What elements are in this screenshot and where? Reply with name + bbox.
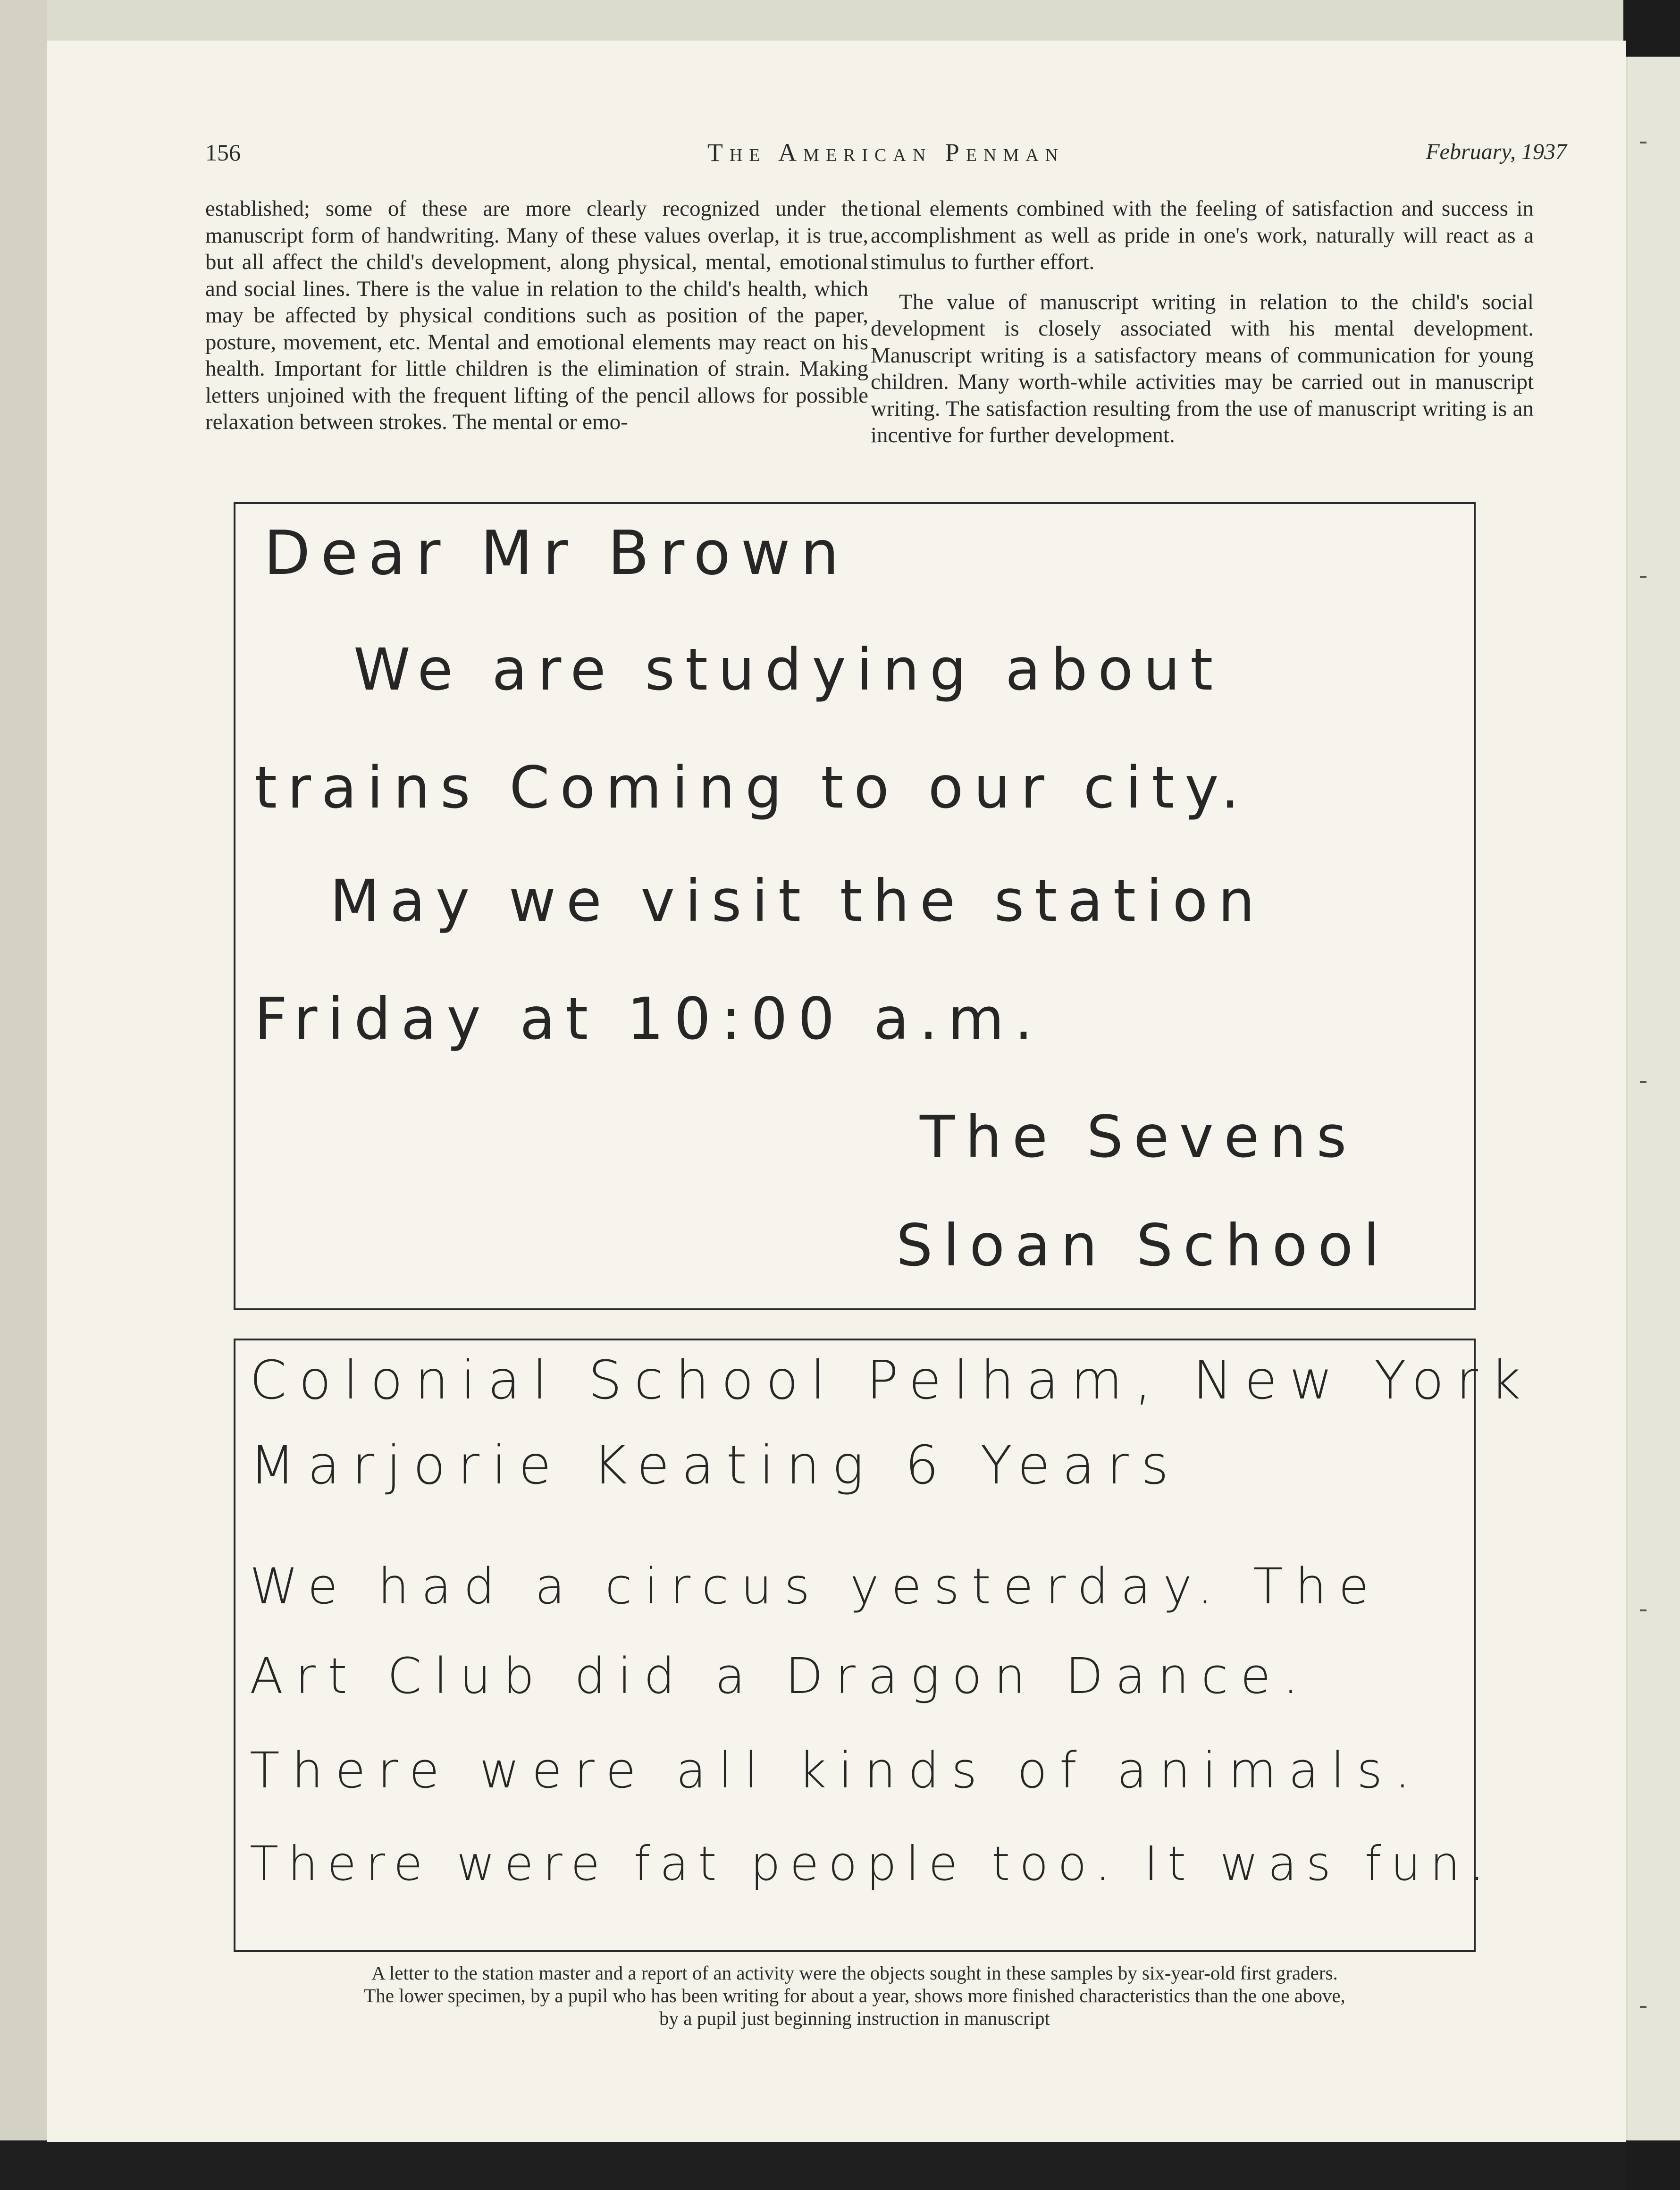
edge-mark	[1640, 1081, 1646, 1083]
edge-mark	[1640, 576, 1646, 578]
issue-date: February, 1937	[1426, 139, 1567, 164]
specimen-line: Colonial School Pelham, New York	[250, 1350, 1533, 1411]
specimen-line: We are studying about	[353, 636, 1224, 703]
specimen-line: Friday at 10:00 a.m.	[254, 986, 1043, 1053]
scan-corner-bottom	[1626, 2143, 1680, 2190]
body-column-right	[871, 195, 1534, 449]
handwriting-specimen-upper	[234, 502, 1476, 1310]
body-column-left	[205, 195, 868, 436]
specimen-line: The Sevens	[920, 1103, 1357, 1171]
edge-mark	[1640, 142, 1646, 143]
caption-line: The lower specimen, by a pupil who has been writing for about a year, shows more finished characteristics than the one above,	[364, 1985, 1345, 2006]
edge-mark	[1640, 1609, 1646, 1611]
caption-line: by a pupil just beginning instruction in manuscript	[659, 2007, 1050, 2029]
specimen-line: May we visit the station	[330, 868, 1265, 935]
scan-margin-right	[1628, 0, 1680, 2190]
specimen-line: There were all kinds of animals.	[250, 1742, 1423, 1799]
scan-bottom-band	[0, 2140, 1680, 2190]
specimen-line: Art Club did a Dragon Dance.	[250, 1647, 1311, 1705]
handwriting-specimen-lower	[234, 1339, 1533, 1952]
journal-title: The American Penman	[707, 138, 1065, 167]
scan-corner-top	[1623, 0, 1680, 57]
magazine-page	[47, 41, 1626, 2142]
specimen-line: There were fat people too. It was fun.	[250, 1836, 1494, 1891]
body-paragraph: tional elements combined with the feeling of satisfaction and success in accomplishment as well as pride in one's work, naturally will react as a stimulus to further effort.	[871, 196, 1534, 274]
body-paragraph: established; some of these are more clearly recognized under the manuscript form of handwriting. Many of these values overlap, it is true, but all affect the child's development, along physical, mental, emotional and social lines. There is the value in relation to the child's health, which may be affected by physical conditions such as position of the paper, posture, movement, etc. Mental and emotional elements may react on his health. Important for little children is the elimination of strain. Making letters unjoined with the frequent lifting of the pencil allows for possible relaxation between strokes. The mental or emo-	[205, 196, 868, 434]
scan-margin-left	[0, 0, 47, 2143]
running-header	[205, 135, 1567, 173]
specimen-line: We had a circus yesterday. The	[250, 1558, 1381, 1615]
page-number: 156	[205, 139, 241, 166]
figure-caption	[234, 1962, 1476, 2030]
caption-line: A letter to the station master and a report of an activity were the objects sought in these samples by six-year-old first graders.	[371, 1962, 1338, 1984]
specimen-line: trains Coming to our city.	[254, 754, 1250, 821]
edge-mark	[1640, 2006, 1646, 2008]
body-paragraph: The value of manuscript writing in relation to the child's social development is closely associated with his mental development. Manuscript writing is a satisfactory means of communication for young children. Many worth-while activities may be carried out in manuscript writing. The satisfaction resulting from the use of manuscript writing is an incentive for further development.	[871, 289, 1534, 447]
specimen-line: Dear Mr Brown	[264, 518, 849, 589]
specimen-line: Sloan School	[896, 1212, 1390, 1279]
specimen-line: Marjorie Keating 6 Years	[250, 1435, 1181, 1496]
